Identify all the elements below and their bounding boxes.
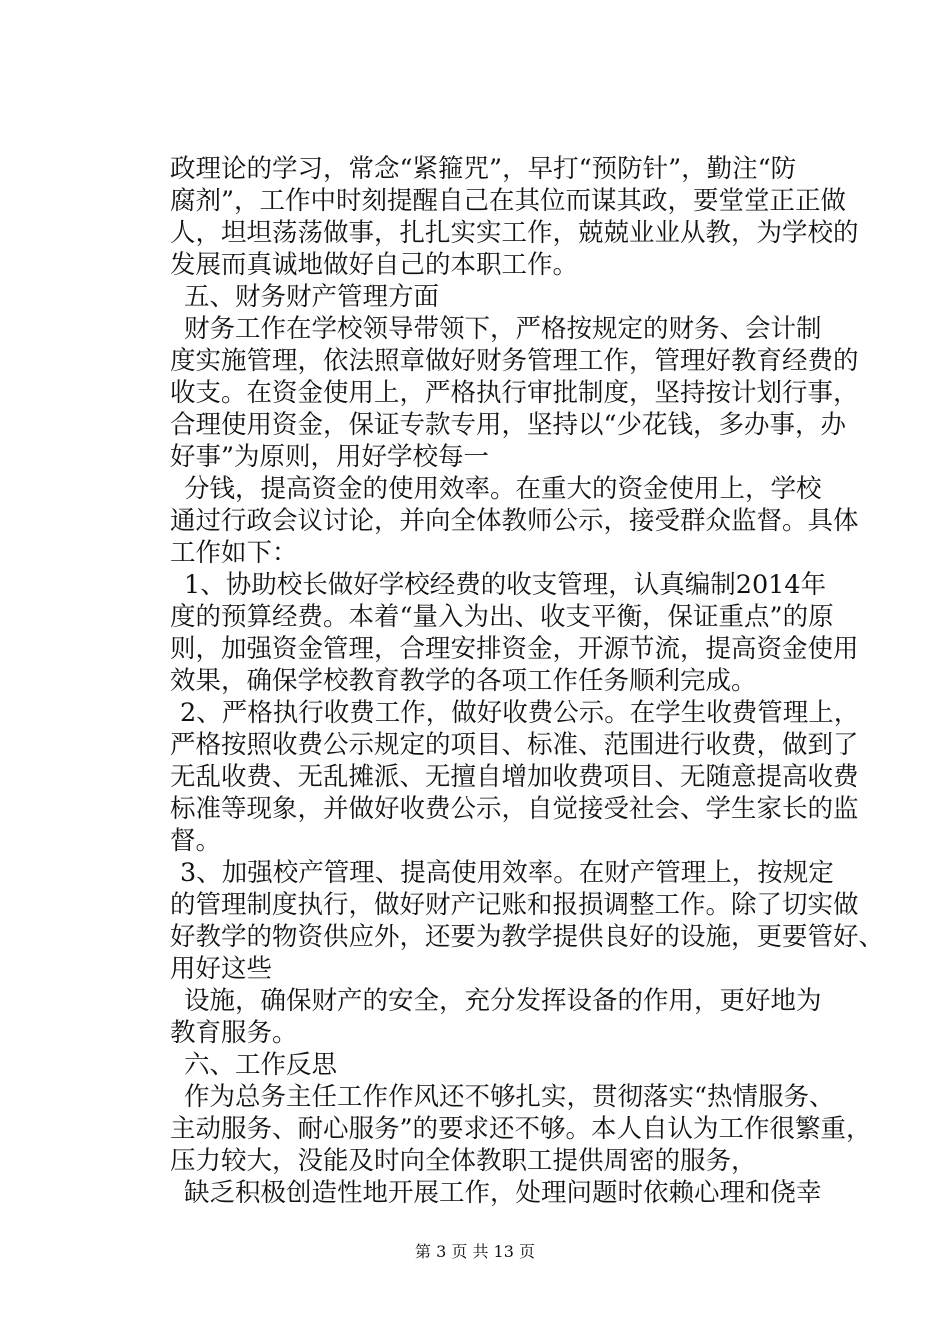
text-line: 的管理制度执行，做好财产记账和报损调整工作。除了切实做 [170, 890, 859, 920]
list-item-3: 3、加强校产管理、提高使用效率。在财产管理上，按规定 [180, 858, 834, 888]
text-line: 分钱，提高资金的使用效率。在重大的资金使用上，学校 [184, 474, 822, 504]
text-line: 作为总务主任工作作风还不够扎实，贯彻落实“热情服务、 [184, 1082, 835, 1112]
text-line: 则，加强资金管理，合理安排资金，开源节流，提高资金使用 [170, 634, 859, 664]
text-line: 缺乏积极创造性地开展工作，处理问题时依赖心理和侥幸 [184, 1178, 822, 1208]
text-line: 教育服务。 [170, 1018, 298, 1048]
text-line: 督。 [170, 826, 222, 856]
text-line: 合理使用资金，保证专款专用，坚持以“少花钱，多办事，办 [170, 410, 847, 440]
page-number-label: 第 3 页 共 13 页 [415, 1242, 535, 1261]
text-line: 好事”为原则，用好学校每一 [170, 442, 490, 472]
text-line: 主动服务、耐心服务”的要求还不够。本人自认为工作很繁重， [170, 1114, 872, 1144]
text-line: 度的预算经费。本着“量入为出、收支平衡，保证重点”的原 [170, 602, 834, 632]
page-footer [0, 1242, 950, 1262]
section-heading-reflection: 六、工作反思 [184, 1050, 338, 1080]
text-line: 好教学的物资供应外，还要为教学提供良好的设施，更要管好、 [170, 922, 885, 952]
text-line: 用好这些 [170, 954, 273, 984]
text-line: 发展而真诚地做好自己的本职工作。 [170, 250, 579, 280]
text-line: 工作如下： [170, 538, 298, 568]
document-body [170, 153, 885, 1209]
text-line: 腐剂”，工作中时刻提醒自己在其位而谋其政，要堂堂正正做 [170, 186, 847, 216]
section-heading-finance: 五、财务财产管理方面 [184, 282, 440, 312]
text-line: 设施，确保财产的安全，充分发挥设备的作用，更好地为 [184, 986, 822, 1016]
text-line: 严格按照收费公示规定的项目、标准、范围进行收费，做到了 [170, 730, 859, 760]
text-line: 效果，确保学校教育教学的各项工作任务顺利完成。 [170, 666, 757, 696]
text-line: 财务工作在学校领导带领下，严格按规定的财务、会计制 [184, 314, 822, 344]
text-line: 压力较大，没能及时向全体教职工提供周密的服务， [170, 1146, 757, 1176]
text-line: 度实施管理，依法照章做好财务管理工作，管理好教育经费的 [170, 346, 859, 376]
text-line: 人，坦坦荡荡做事，扎扎实实工作，兢兢业业从教，为学校的 [170, 218, 859, 248]
text-line: 政理论的学习，常念“紧箍咒”，早打“预防针”，勤注“防 [170, 154, 797, 184]
text-line: 通过行政会议讨论，并向全体教师公示，接受群众监督。具体 [170, 506, 859, 536]
list-item-2: 2、严格执行收费工作，做好收费公示。在学生收费管理上， [180, 698, 860, 728]
text-line: 标准等现象，并做好收费公示，自觉接受社会、学生家长的监 [170, 794, 859, 824]
list-item-1: 1、协助校长做好学校经费的收支管理，认真编制2014年 [184, 570, 827, 600]
text-line: 收支。在资金使用上，严格执行审批制度，坚持按计划行事， [170, 378, 859, 408]
text-line: 无乱收费、无乱摊派、无擅自增加收费项目、无随意提高收费 [170, 762, 859, 792]
